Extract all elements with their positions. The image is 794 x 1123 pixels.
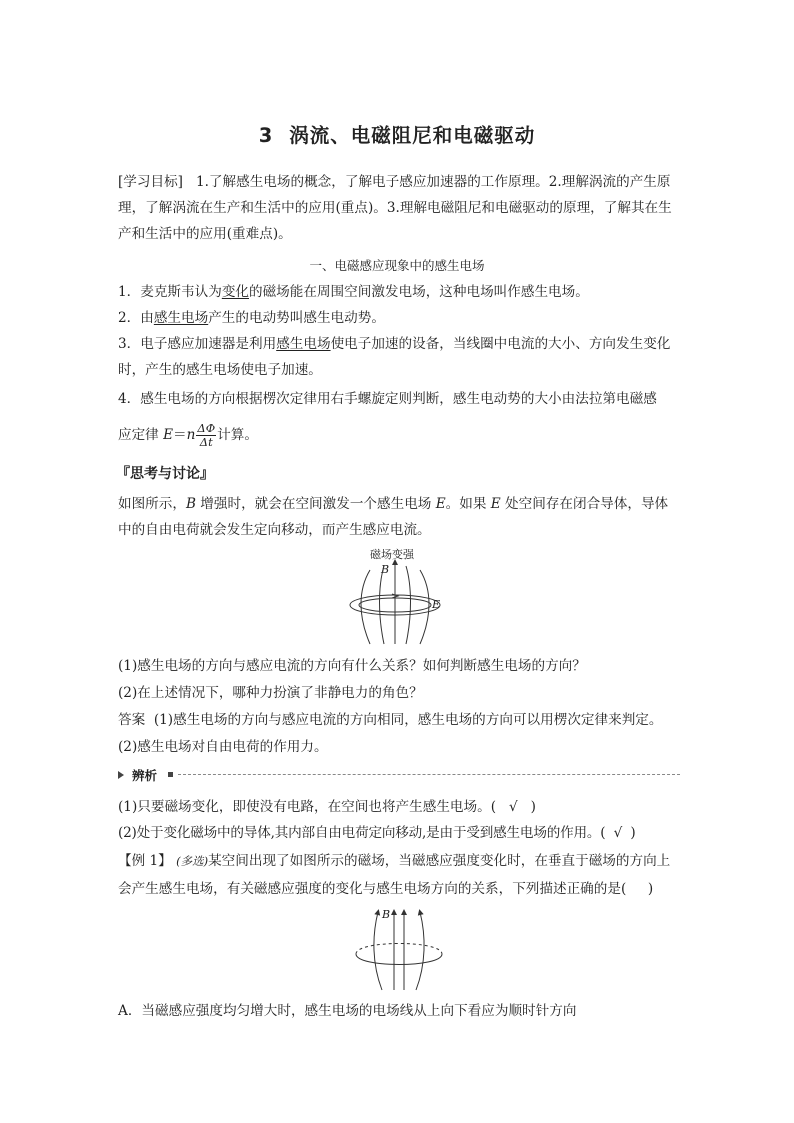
formula-fraction	[196, 422, 216, 449]
figure-label-B: B	[381, 563, 390, 576]
ring-front	[356, 954, 442, 965]
point-2	[118, 305, 678, 331]
figure2-label-B: B	[382, 908, 391, 921]
figure-caption: 磁场变强	[370, 548, 414, 561]
question-2: (2)在上述情况下，哪种力扮演了非静电力的角色？	[118, 685, 423, 701]
point-1-underlined: 变化	[221, 284, 249, 300]
formula-numerator: ΔΦ	[197, 421, 216, 435]
statement-1-close: )	[530, 799, 536, 815]
point-1-text-end: 的磁场能在周围空间激发电场，这种电场叫作感生电场。	[249, 284, 589, 300]
section-heading: 一、电磁感应现象中的感生电场	[309, 258, 485, 273]
statement-2-close: )	[630, 825, 636, 841]
field-line-left-inner	[380, 566, 385, 644]
point-4-pre: 应定律	[118, 427, 164, 443]
formula-E: E	[163, 427, 174, 443]
think-paragraph-line1	[118, 491, 678, 517]
point-2-text: 2．由	[118, 310, 154, 326]
objectives-text: 1.了解感生电场的概念，了解电子感应加速器的工作原理。2.理解涡流的产生原理，了解涡流在生产和生活中的应用(重点)。3.理解电磁阻尼和电磁驱动的原理，了解其在生产和生活中的应用(重难点)。	[118, 174, 672, 242]
figure-label-E: E	[432, 598, 441, 611]
field-line-right-inner	[406, 566, 411, 644]
bianxi-label: 辨析	[132, 768, 158, 783]
point-2-underlined: 感生电场	[153, 310, 209, 326]
formula-denominator: Δt	[199, 435, 213, 449]
option-a: A．当磁感应强度均匀增大时，感生电场的电场线从上向下看应为顺时针方向	[118, 1003, 577, 1019]
statement-2-check: √	[613, 825, 623, 841]
answer-1-text: (1)感生电场的方向与感应电流的方向相同，感生电场的方向可以用楞次定律来判定。	[153, 712, 663, 728]
dashed-divider	[178, 774, 680, 775]
think-text-d: 处空间存在闭合导体，导体	[500, 496, 669, 512]
objectives-label: [学习目标]	[118, 174, 183, 190]
example-answer-blank-close: )	[647, 881, 654, 897]
think-paragraph-line2: 中的自由电荷就会发生定向移动，而产生感应电流。	[118, 522, 431, 538]
answer-2: (2)感生电场对自由电荷的作用力。	[118, 739, 328, 755]
answer-1	[118, 707, 678, 733]
statement-2	[118, 820, 680, 846]
point-3-underlined: 感生电场	[276, 336, 331, 352]
statement-2-text: (2)处于变化磁场中的导体,其内部自由电荷定向移动,是由于受到感生电场的作用。(	[118, 825, 606, 841]
point-3	[118, 331, 678, 383]
square-icon	[168, 772, 173, 777]
field-line-left	[374, 912, 382, 990]
ring-back-dashed	[356, 944, 442, 955]
title-number: 3	[258, 124, 274, 147]
example-line1-text: 某空间出现了如图所示的磁场，当磁感应强度变化时，在垂直于磁场的方向上	[208, 853, 671, 869]
statement-1-text: (1)只要磁场变化，即使没有电路，在空间也将产生感生电场。(	[118, 799, 496, 815]
field-line-left-outer	[361, 570, 370, 644]
point-1	[118, 279, 678, 305]
statement-1-check: √	[508, 799, 518, 815]
learning-objectives	[118, 169, 678, 247]
example-1-line1	[118, 848, 680, 874]
induced-field-figure	[340, 546, 450, 650]
triangle-icon	[118, 771, 124, 779]
think-text-c: 。如果	[445, 496, 491, 512]
point-3-text-end: 使电子加速的设备，当线圈中电流的大小、方向发生变化时，产生的感生电场使电子加速。	[118, 336, 671, 378]
field-line-right	[416, 912, 424, 990]
point-4	[118, 386, 678, 412]
example-1-line2	[118, 876, 680, 902]
point-4-post: 计算。	[217, 427, 258, 443]
question-1: (1)感生电场的方向与感应电流的方向有什么关系？如何判断感生电场的方向？	[118, 658, 586, 674]
think-text-a: 如图所示，	[118, 496, 186, 512]
point-2-text-end: 产生的电动势叫感生电动势。	[208, 310, 385, 326]
formula-n: n	[186, 427, 196, 443]
page-title	[0, 120, 794, 148]
think-symbol-E-2: E	[490, 496, 501, 512]
magnetic-field-figure	[348, 904, 448, 992]
point-4-line1: 4．感生电场的方向根据楞次定律用右手螺旋定则判断，感生电动势的大小由法拉第电磁感	[118, 391, 657, 407]
example-line2-text: 会产生感生电场，有关磁感应强度的变化与感生电场方向的关系，下列描述正确的是(	[118, 881, 627, 897]
think-symbol-B: B	[185, 496, 196, 512]
statement-1	[118, 794, 678, 820]
think-symbol-E: E	[435, 496, 446, 512]
field-line-right-outer	[420, 570, 429, 644]
bianxi-divider	[118, 766, 680, 784]
title-text: 涡流、电磁阻尼和电磁驱动	[289, 124, 536, 147]
think-discuss-heading: 『思考与讨论』	[116, 466, 214, 482]
answer-label: 答案	[118, 712, 146, 728]
think-text-b: 增强时，就会在空间激发一个感生电场	[195, 496, 436, 512]
example-tag: (多选)	[176, 854, 209, 868]
example-label: 【例 1】	[118, 853, 172, 869]
point-1-text: 1．麦克斯韦认为	[118, 284, 222, 300]
point-4-formula-line	[118, 420, 678, 450]
point-3-text: 3．电子感应加速器是利用	[118, 336, 277, 352]
formula-equals: ＝	[173, 427, 187, 443]
